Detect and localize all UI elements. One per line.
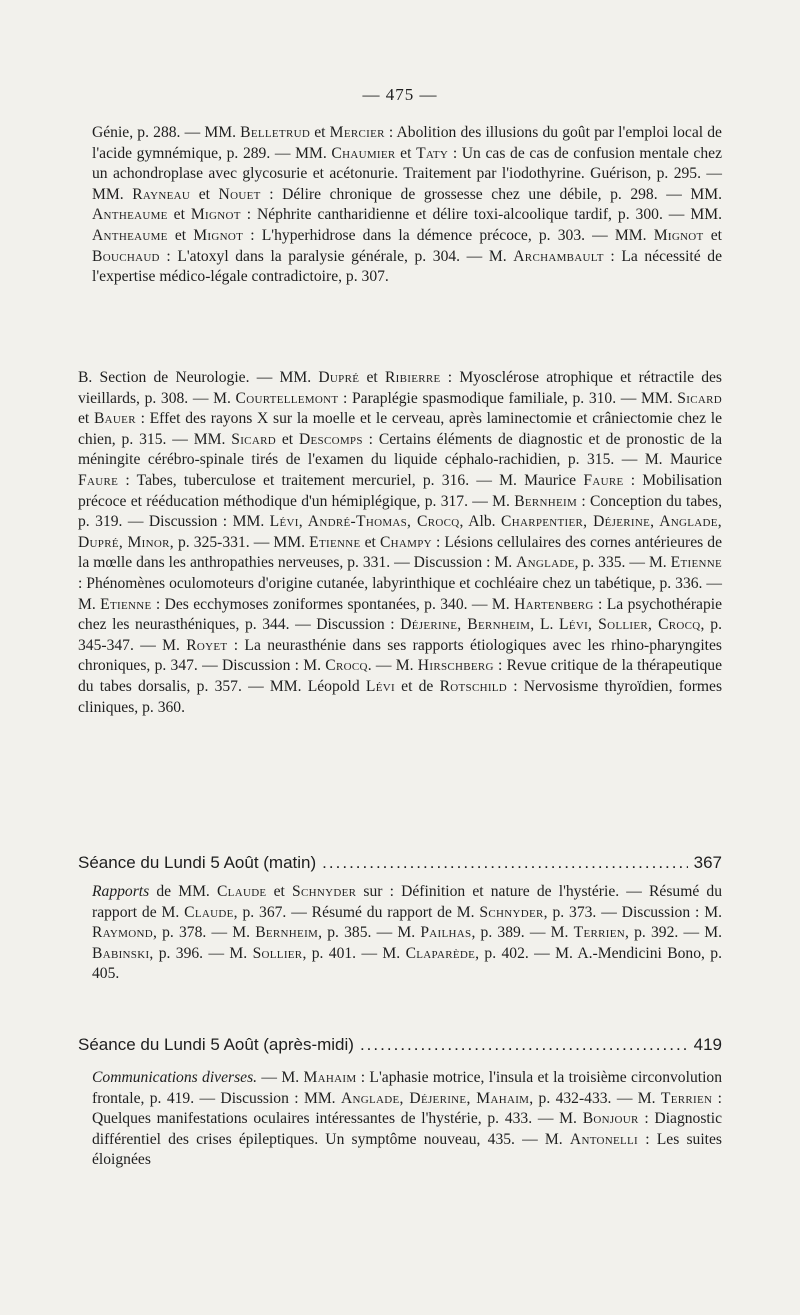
text-run: : Des ecchymoses zoniformes spontanées, p. 340. — M. <box>151 595 515 613</box>
author-name: Mignot <box>653 226 704 244</box>
author-name: Chaumier <box>331 144 396 162</box>
text-run: : Nervosisme thyroïdien, formes cliniques, p. 360. <box>78 677 723 716</box>
text-run: et <box>266 883 293 900</box>
text-run: : Lésions cellulaires des cornes antérieures de la mœlle dans les anthropathies nerveuses, p. 331. — Discussion : M. <box>78 533 722 572</box>
author-name: Anglade, Déjerine, Mahaim <box>340 1089 530 1107</box>
text-run: Génie, p. 288. — MM. <box>92 124 241 141</box>
author-name: Bernheim <box>255 924 319 942</box>
text-run: et <box>190 185 219 203</box>
text-run: et <box>310 124 330 141</box>
text-run: : Néphrite cantharidienne et délire toxi-alcoolique tardif, p. 300. — MM. <box>240 206 722 224</box>
text-run: , p. 385. — M. <box>318 924 421 942</box>
author-name: Royet <box>186 636 228 654</box>
text-run: de MM. <box>149 883 217 900</box>
text-run: et <box>167 226 194 244</box>
text-run: , p. 373. — Discussion : M. <box>543 903 722 921</box>
author-name: Raymond <box>92 924 153 942</box>
author-name: Lévi, André-Thomas, Crocq, <box>269 513 464 531</box>
page-number: — 475 — <box>362 85 438 104</box>
text-run: , p. 335. — M. <box>574 554 671 572</box>
text-run: , p. 396. — M. <box>149 944 253 962</box>
text-run: , p. 401. — M. <box>302 944 406 962</box>
leader-dots <box>360 1035 688 1055</box>
text-run: : La nécessité de l'expertise médico-légale contradictoire, p. 307. <box>92 247 722 286</box>
text-run: , p. 432-433. — M. <box>529 1089 661 1107</box>
author-name: Rayneau <box>132 185 191 203</box>
author-name: Antheaume <box>92 226 168 244</box>
author-name: Ribierre <box>384 369 441 386</box>
heading-seance-matin <box>78 853 722 873</box>
author-name: Mahaim <box>303 1069 357 1086</box>
text-run: : Conception du tabes, p. 319. — Discussion : MM. <box>78 492 722 531</box>
author-name: Claude <box>216 883 267 900</box>
author-name: Etienne <box>100 595 152 613</box>
text-run: : Quelques manifestations oculaires intéressantes de l'hystérie, p. 433. — M. <box>92 1089 722 1128</box>
heading-label: Séance du Lundi 5 Août (matin) <box>78 853 317 872</box>
text-run: : Délire chronique de grossesse chez une débile, p. 298. — MM. <box>260 185 722 203</box>
text-run: p. 325-331. — MM. <box>173 533 310 551</box>
text-run: et <box>78 410 94 428</box>
text-run: : Revue critique de la thérapeutique du tabes dorsalis, p. 357. — MM. Léopold <box>78 657 722 695</box>
italic-label: Communications diverses. <box>92 1069 258 1086</box>
text-run: et <box>360 533 380 551</box>
text-run: , p. 402. — M. A.-Mendicini Bono, p. 405. <box>92 944 722 983</box>
text-run: , p. 378. — M. <box>153 924 256 942</box>
text-run: : Paraplégie spasmodique familiale, p. 310. — MM. <box>338 389 678 407</box>
author-name: Schnyder <box>479 903 544 921</box>
author-name: Etienne <box>309 533 361 551</box>
text-run: : Les suites éloignées <box>92 1130 722 1169</box>
author-name: Claude <box>184 903 234 921</box>
paragraph-neurology-section <box>78 368 722 718</box>
author-name: Pailhas <box>420 924 472 942</box>
author-name: Sicard <box>677 389 722 407</box>
author-name: Schnyder <box>292 883 357 900</box>
author-name: Mignot <box>193 226 244 244</box>
author-name: Etienne <box>670 554 722 572</box>
author-name: Lévi, Sollier, Crocq, <box>559 616 705 634</box>
author-name: Bauer <box>93 410 136 428</box>
text-run: et <box>703 226 722 244</box>
text-run: Alb. <box>463 513 501 531</box>
text-run: , p. 392. — M. <box>625 924 723 942</box>
author-name: Sollier <box>252 944 303 962</box>
author-name: Hirschberg <box>417 657 494 675</box>
author-name: Anglade <box>516 554 575 572</box>
author-name: Rotschild <box>439 677 508 695</box>
author-name: Mignot <box>190 206 241 224</box>
paragraph-rapports <box>92 882 722 985</box>
section-b-label: B. Section de Neurologie. — MM. <box>78 369 319 386</box>
leader-dots <box>322 853 687 873</box>
author-name: Crocq <box>325 657 368 675</box>
text-run: : Abolition des illusions du goût par l'emploi local de l'acide gymnémique, p. 289. — MM. <box>92 124 722 162</box>
text-run: , p. 367. — Résumé du rapport de M. <box>233 903 480 921</box>
text-run: : La psychothérapie chez les neurasthéniques, p. 344. — Discussion : <box>78 595 722 634</box>
paragraph-communications <box>92 1068 722 1171</box>
text-run: : Myosclérose atrophique et rétractile des vieillards, p. 308. — M. <box>78 369 722 407</box>
text-run: : Tabes, tuberculose et traitement mercuriel, p. 316. — M. Maurice <box>118 471 584 489</box>
author-name: Bernheim <box>514 492 578 510</box>
author-name: Lévi <box>365 677 395 695</box>
text-run: : La neurasthénie dans ses rapports étiologiques avec les rhino-pharyngites chroniques, p. 347. — Discussion : M. <box>78 636 722 675</box>
heading-page: 419 <box>693 1035 722 1054</box>
text-run: : L'hyperhidrose dans la démence précoce, p. 303. — MM. <box>243 226 654 244</box>
text-run: — M. <box>257 1069 304 1086</box>
author-name: Antonelli <box>569 1130 639 1148</box>
heading-label: Séance du Lundi 5 Août (après-midi) <box>78 1035 354 1054</box>
author-name: Bonjour <box>582 1110 639 1128</box>
author-name: Charpentier, Déjerine, Anglade, Dupré, Minor, <box>78 513 722 551</box>
heading-seance-apres-midi <box>78 1035 722 1055</box>
text-run: : Phénomènes oculomoteurs d'origine cutanée, labyrinthique et cochléaire chez un tabétique, p. 336. — M. <box>78 574 722 613</box>
text-run: : L'atoxyl dans la paralysie générale, p. 304. — M. <box>159 247 514 265</box>
text-run: et <box>395 144 417 162</box>
author-name: Déjerine, Bernheim, <box>400 616 535 634</box>
author-name: Nouet <box>218 185 261 203</box>
author-name: Hartenberg <box>514 595 594 613</box>
author-name: Descomps <box>298 430 363 448</box>
author-name: Antheaume <box>92 206 168 224</box>
text-run: sur : Définition et nature de l'hystérie. — Résumé du rapport de M. <box>92 883 723 921</box>
author-name: Terrien <box>573 924 625 942</box>
author-name: Bouchaud <box>92 247 160 265</box>
text-run: : Certains éléments de diagnostic et de pronostic de la méningite cérébro-spinale tirés de l'examen du liquide céphalo-rachidien, p. 315. — M. Maurice <box>78 430 722 469</box>
heading-page: 367 <box>693 853 722 872</box>
author-name: Taty <box>416 144 449 162</box>
text-run: . — M. <box>367 657 418 675</box>
text-run: et <box>167 206 191 224</box>
text-run: : Mobilisation précoce et rééducation méthodique d'un hémiplégique, p. 317. — M. <box>78 471 722 510</box>
author-name: Belletrud <box>240 124 311 141</box>
text-run: : Diagnostic différentiel des crises épileptiques. Un symptôme nouveau, 435. — M. <box>92 1110 722 1148</box>
author-name: Terrien <box>660 1089 713 1107</box>
text-run: p. 345-347. — M. <box>78 616 723 654</box>
text-run: : Effet des rayons X sur la moelle et le cerveau, après laminectomie et crâniectomie chez le chien, p. 315. — MM. <box>78 410 722 448</box>
text-run: et <box>359 369 385 386</box>
text-run: L. <box>534 616 559 634</box>
author-name: Dupré <box>318 369 360 386</box>
author-name: Archambault <box>513 247 604 265</box>
author-name: Champy <box>379 533 432 551</box>
italic-label: Rapports <box>92 883 150 900</box>
text-run: : Un cas de cas de confusion mentale chez un achondroplase avec glycosurie et acétonurie. Traitement par l'iodothyrine. Guérison, p. 295. — MM. <box>92 144 722 203</box>
text-run: , p. 389. — M. <box>471 924 574 942</box>
author-name: Sicard <box>231 430 276 448</box>
text-run: et de <box>394 677 440 695</box>
author-name: Courtellemont <box>235 389 339 407</box>
author-name: Faure <box>583 471 624 489</box>
author-name: Faure <box>78 471 119 489</box>
author-name: Babinski <box>92 944 150 962</box>
paragraph-psychiatry-continued <box>92 123 722 288</box>
text-run: : L'aphasie motrice, l'insula et la troisième circonvolution frontale, p. 419. — Discussion : MM. <box>92 1069 722 1107</box>
section-b-text <box>78 369 722 716</box>
author-name: Mercier <box>329 124 385 141</box>
author-name: Claparède <box>405 944 476 962</box>
text-run: et <box>275 430 299 448</box>
